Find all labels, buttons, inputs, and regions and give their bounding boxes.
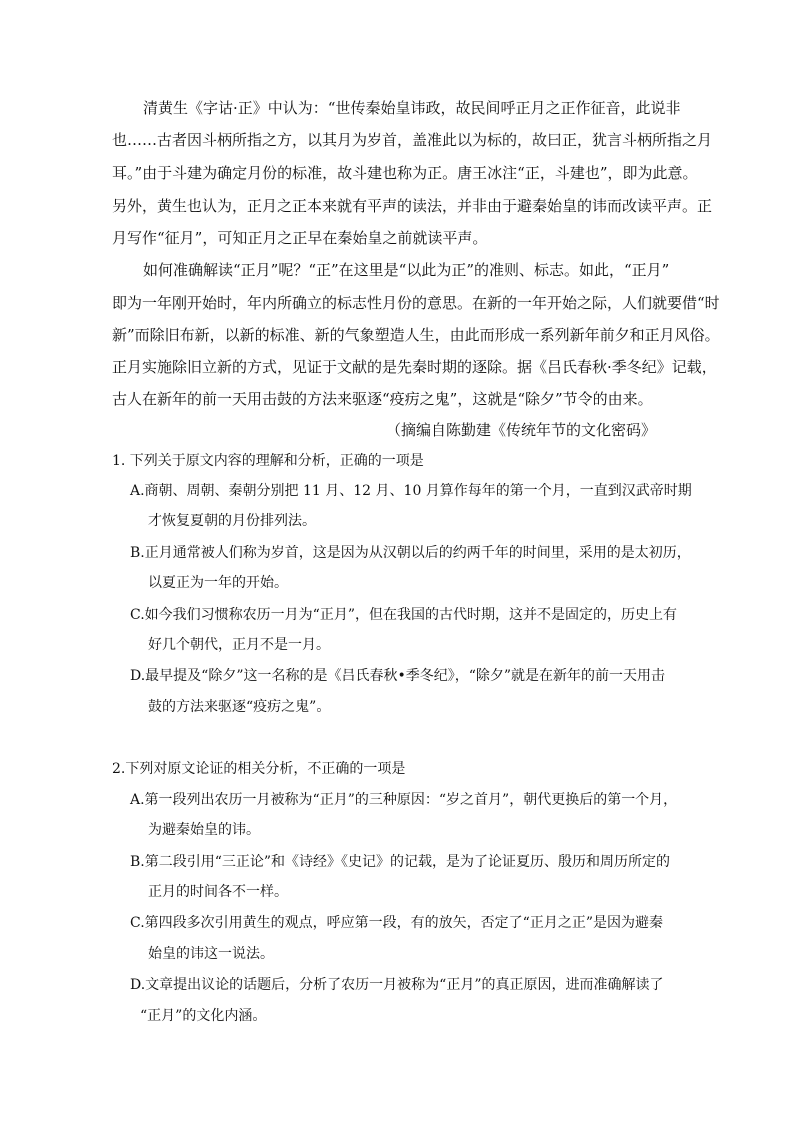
passage-paragraph1-line4: 另外，黄生也认为，正月之正本来就有平声的读法，并非由于避秦始皇的讳而改读平声。正 bbox=[112, 197, 713, 215]
question-1-option-d-line2: 鼓的方法来驱逐“疫疠之鬼”。 bbox=[148, 699, 331, 715]
question-2-stem: 2.下列对原文论证的相关分析，不正确的一项是 bbox=[112, 761, 406, 777]
question-2-option-c-line2: 始皇的讳这一说法。 bbox=[148, 946, 274, 962]
passage-paragraph2-line4: 正月实施除旧立新的方式，见证于文献的是先秦时期的逐除。据《吕氏春秋·季冬纪》记载， bbox=[112, 358, 717, 376]
question-2-option-b-line1: B.第二段引用“三正论”和《诗经》《史记》的记载，是为了论证夏历、殷历和周历所定的 bbox=[130, 854, 671, 870]
question-2-option-d-line1: D.文章提出议论的话题后，分析了农历一月被称为“正月”的真正原因，进而准确解读了 bbox=[130, 977, 664, 993]
passage-paragraph2-line2: 即为一年刚开始时，年内所确立的标志性月份的意思。在新的一年开始之际，人们就要借“时 bbox=[112, 294, 720, 312]
passage-paragraph2-line3: 新”而除旧布新，以新的标准、新的气象塑造人生，由此而形成一系列新年前夕和正月风俗。 bbox=[112, 326, 720, 344]
question-2-option-a-line1: A.第一段列出农历一月被称为“正月”的三种原因：“岁之首月”，朝代更换后的第一个月， bbox=[130, 792, 678, 808]
question-1-stem: 1. 下列关于原文内容的理解和分析，正确的一项是 bbox=[112, 453, 424, 469]
question-1-option-b-line1: B.正月通常被人们称为岁首，这是因为从汉朝以后的约两千年的时间里，采用的是太初历， bbox=[130, 545, 691, 561]
question-2-option-c-line1: C.第四段多次引用黄生的观点，呼应第一段，有的放矢，否定了“正月之正”是因为避秦 bbox=[130, 915, 663, 931]
question-2-option-b-line2: 正月的时间各不一样。 bbox=[148, 884, 288, 900]
passage-paragraph1-line1: 清黄生《字诂·正》中认为：“世传秦始皇讳政，故民间呼正月之正作征音，此说非 bbox=[143, 99, 681, 117]
question-1-option-c-line2: 好几个朝代，正月不是一月。 bbox=[148, 637, 330, 653]
passage-paragraph1-line3: 耳。”由于斗建为确定月份的标准，故斗建也称为正。唐王冰注“正，斗建也”，即为此意。 bbox=[112, 164, 698, 182]
question-1-option-a-line1: A.商朝、周朝、秦朝分别把 11 月、12 月、10 月算作每年的第一个月，一直到汉武帝时期 bbox=[130, 483, 692, 499]
passage-paragraph2-line1: 如何准确解读“正月”呢？“正”在这里是“以此为正”的准则、标志。如此，“正月” bbox=[143, 261, 670, 279]
passage-paragraph1-line5: 月写作“征月”，可知正月之正早在秦始皇之前就读平声。 bbox=[112, 229, 488, 247]
passage-paragraph2-line5: 古人在新年的前一天用击鼓的方法来驱逐“疫疠之鬼”，这就是“除夕”节令的由来。 bbox=[112, 390, 653, 408]
question-1-option-a-line2: 才恢复夏朝的月份排列法。 bbox=[148, 513, 316, 529]
passage-paragraph1-line2: 也……古者因斗柄所指之方，以其月为岁首，盖准此以为标的，故曰正，犹言斗柄所指之月 bbox=[112, 131, 713, 149]
question-2-option-a-line2: 为避秦始皇的讳。 bbox=[148, 822, 260, 838]
question-1-option-c-line1: C.如今我们习惯称农历一月为“正月”，但在我国的古代时期，这并不是固定的，历史上有 bbox=[130, 607, 677, 623]
question-1-option-b-line2: 以夏正为一年的开始。 bbox=[148, 575, 288, 591]
question-2-option-d-line2: “正月”的文化内涵。 bbox=[140, 1008, 267, 1024]
question-1-option-d-line1: D.最早提及“除夕”这一名称的是《吕氏春秋•季冬纪》，“除夕”就是在新年的前一天用击 bbox=[130, 668, 666, 684]
source-citation: （摘编自陈勤建《传统年节的文化密码》 bbox=[386, 421, 657, 439]
